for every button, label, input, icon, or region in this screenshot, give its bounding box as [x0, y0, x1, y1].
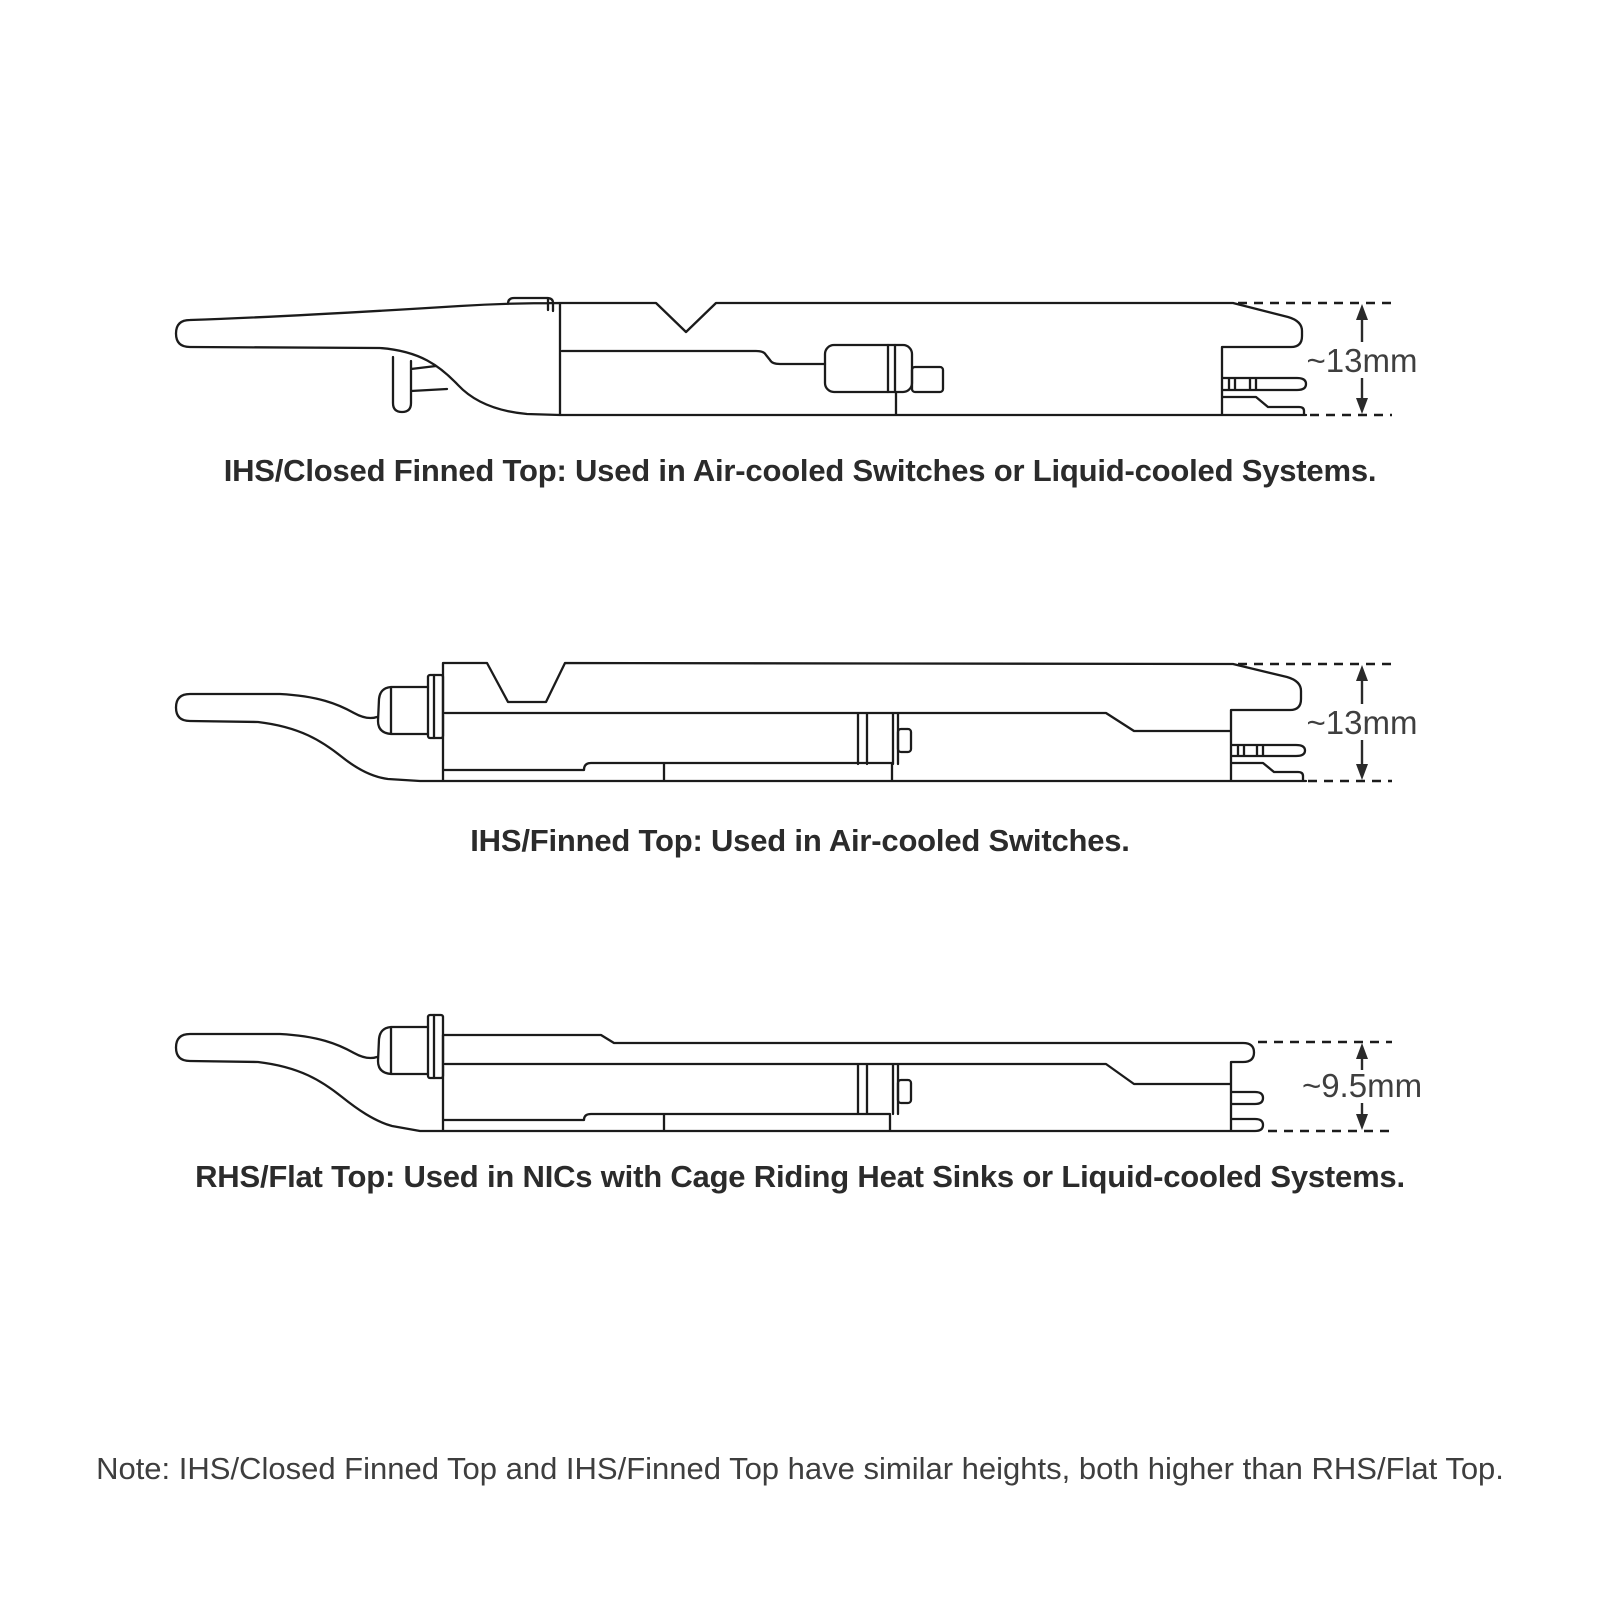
dimension-label: ~13mm [1306, 704, 1418, 741]
cage-plate [428, 1015, 443, 1078]
module-outline [176, 1015, 1263, 1131]
caption-ihs-closed-finned-top: IHS/Closed Finned Top: Used in Air-cooled Switches or Liquid-cooled Systems. [223, 453, 1377, 488]
drawing-rhs-flat-top [176, 1015, 1422, 1131]
arrowhead-down-icon [1356, 764, 1368, 780]
dimension-label: ~9.5mm [1301, 1067, 1423, 1104]
arrowhead-up-icon [1356, 304, 1368, 320]
arrowhead-up-icon [1356, 1043, 1368, 1059]
arrowhead-down-icon [1356, 1114, 1368, 1130]
latch-block [825, 345, 912, 392]
caption-rhs-flat-top: RHS/Flat Top: Used in NICs with Cage Riding Heat Sinks or Liquid-cooled Systems. [195, 1159, 1405, 1194]
module-outline [176, 663, 1306, 781]
module-outline [176, 298, 1306, 415]
arrowhead-down-icon [1356, 398, 1368, 414]
drawing-ihs-closed-finned-top [176, 298, 1417, 415]
latch-tab [898, 729, 911, 752]
drawing-ihs-finned-top [176, 663, 1417, 781]
latch-tab [898, 1080, 911, 1103]
caption-ihs-finned-top: IHS/Finned Top: Used in Air-cooled Switches. [470, 823, 1130, 858]
cage-plate [428, 675, 443, 738]
dimension-label: ~13mm [1306, 342, 1418, 379]
arrowhead-up-icon [1356, 665, 1368, 681]
latch-tab [912, 367, 943, 392]
note-text: Note: IHS/Closed Finned Top and IHS/Finned Top have similar heights, both higher than RHS/Flat Top. [96, 1451, 1504, 1486]
